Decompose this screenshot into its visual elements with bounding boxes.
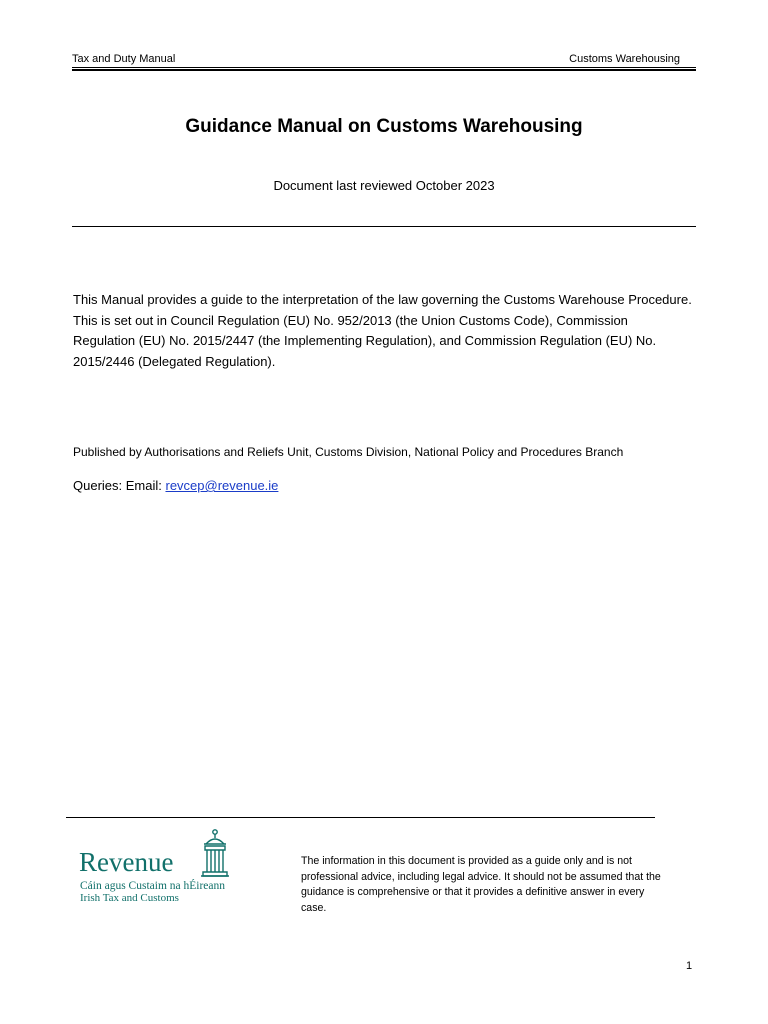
title-divider	[72, 226, 696, 227]
disclaimer-text: The information in this document is provided as a guide only and is not professional advice, including legal advice. It should not be assumed that the guidance is comprehensive or that it provides a definitive answer in every case.	[301, 855, 661, 914]
revenue-logo	[79, 828, 239, 908]
queries-line	[73, 477, 278, 495]
intro-paragraph: This Manual provides a guide to the interpretation of the law governing the Customs Warehouse Procedure. This is set out in Council Regulation (EU) No. 952/2013 (the Union Customs Code), Commission Regulation (EU) No. 2015/2447 (the Implementing Regulation), and Commission Regulation (EU) No. 2015/2446 (Delegated Regulation).	[73, 292, 692, 369]
footer-divider	[66, 817, 655, 818]
header-double-rule	[72, 67, 696, 71]
logo-irish-tagline: Cáin agus Custaim na hÉireann	[80, 880, 225, 892]
queries-email-link[interactable]: revcep@revenue.ie	[165, 478, 279, 493]
queries-label: Queries: Email:	[73, 478, 166, 493]
page-number: 1	[686, 960, 693, 972]
revenue-wordmark: Revenue	[79, 847, 174, 877]
published-by: Published by Authorisations and Reliefs Unit, Customs Division, National Policy and Procedures Branch	[73, 445, 624, 459]
review-date: Document last reviewed October 2023	[273, 178, 495, 193]
running-header	[72, 52, 696, 66]
document-title: Guidance Manual on Customs Warehousing	[185, 116, 583, 137]
logo-english-tagline: Irish Tax and Customs	[80, 892, 179, 904]
header-manual-name: Tax and Duty Manual	[72, 53, 176, 65]
custom-house-emblem-icon	[200, 828, 230, 878]
header-section-name: Customs Warehousing	[569, 53, 680, 65]
